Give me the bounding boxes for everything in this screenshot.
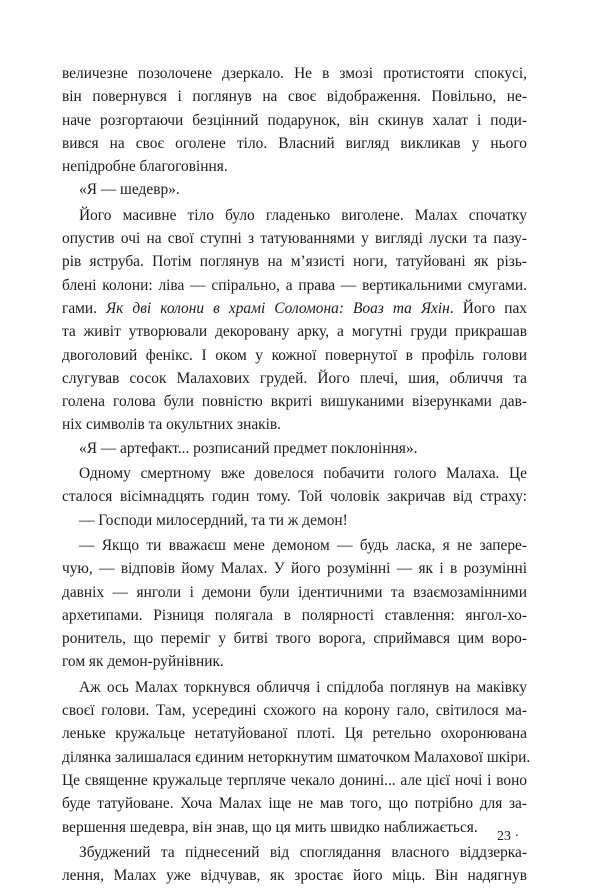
text-line: гами. Як дві колони в храмі Соломона: Воаз та Яхін. Його пах	[62, 299, 527, 317]
text-line: архетипами. Різниця полягала в полярності ставлення: янгол-хо-	[62, 606, 527, 624]
text-line: ділянка залишалася єдиним неторкнутим шматочком Малахової шкіри.	[62, 748, 531, 766]
italic-text: Як дві колони в храмі Соломона: Воаз та Яхін	[106, 299, 450, 317]
text-line: рів яструба. Потім поглянув на м’язисті ноги, татуйовані як різь-	[62, 253, 527, 271]
text-line: леньке кружальце нетатуйованої плоті. Ця ретельно охоронювана	[62, 725, 527, 743]
text-line: — Якщо ти вважаєш мене демоном — будь ласка, я не запере-	[79, 536, 527, 554]
text-line: сталося вісімнадцять годин тому. Той чоловік закричав від страху:	[62, 488, 527, 506]
text-line: гом як демон-руйнівник.	[62, 653, 224, 671]
text-line: своєї голови. Там, усередині схожого на корону гало, світилося ма-	[62, 702, 527, 720]
text-line: вився на своє оголене тіло. Власний вигляд викликав у нього	[62, 134, 527, 152]
text-line: Це священне кружальце терпляче чекало донині... але цієї ночі і воно	[62, 771, 527, 789]
text-line: Одному смертному вже довелося побачити голого Малаха. Це	[79, 465, 527, 483]
text-line: непідробне благоговіння.	[62, 158, 228, 176]
text-line: «Я — артефакт... розписаний предмет поклоніння».	[79, 439, 418, 457]
text-line: ронитель, що переміг у битві твого ворога, сприймався цим воро-	[62, 630, 527, 648]
text-line: голена голова були повністю вкриті вишуканими візерунками дав-	[62, 393, 527, 411]
text-line: наче розгортаючи безцінний подарунок, він скинув халат і поди-	[62, 111, 527, 129]
text-line: «Я — шедевр».	[79, 181, 180, 199]
text-line: Збуджений та піднесений від споглядання власного віддзерка-	[79, 843, 527, 861]
page-number: 23 ·	[497, 829, 520, 844]
text-line: двоголовий фенікс. І оком у кожної повернутої в профіль голови	[62, 346, 527, 364]
text-line: він повернувся і поглянув на своє відображення. Повільно, не-	[62, 88, 527, 106]
text-line: блені колони: ліва — спірально, а права — вертикальними смугами.	[62, 276, 527, 294]
text-line: Його масивне тіло було гладенько виголене. Малах спочатку	[79, 206, 527, 224]
text-line: та живіт утворювали декоровану арку, а могутні груди прикрашав	[62, 323, 527, 341]
text-line: слугував сосок Малахових грудей. Його плечі, шия, обличчя та	[62, 369, 527, 387]
text-line: давніх — янголи і демони були ідентичними та взаємозамінними	[62, 583, 527, 601]
text-line: буде татуйоване. Хоча Малах іще не мав того, що потрібно для за-	[62, 795, 527, 813]
page-text	[62, 62, 531, 887]
text-line: величезне позолочене дзеркало. Не в змозі протистояти спокусі,	[62, 65, 527, 82]
text-line: чую, — відповів йому Малах. У його розумінні — як і в розумінні	[62, 560, 527, 578]
text-line: лення, Малах уже відчував, як зростає його міць. Він надягнув	[62, 867, 527, 885]
text-line: — Господи милосердний, та ти ж демон!	[79, 511, 348, 529]
text-line: Аж ось Малах торкнувся обличчя і спідлоба поглянув на маківку	[79, 678, 527, 696]
text-line: ніх символів та окультних знаків.	[62, 416, 282, 434]
text-line: опустив очі на свої ступні з татуюваннями у вигляді луски та пазу-	[62, 230, 527, 248]
text-line: вершення шедевра, він знав, що ця мить швидко наближається.	[62, 818, 478, 836]
